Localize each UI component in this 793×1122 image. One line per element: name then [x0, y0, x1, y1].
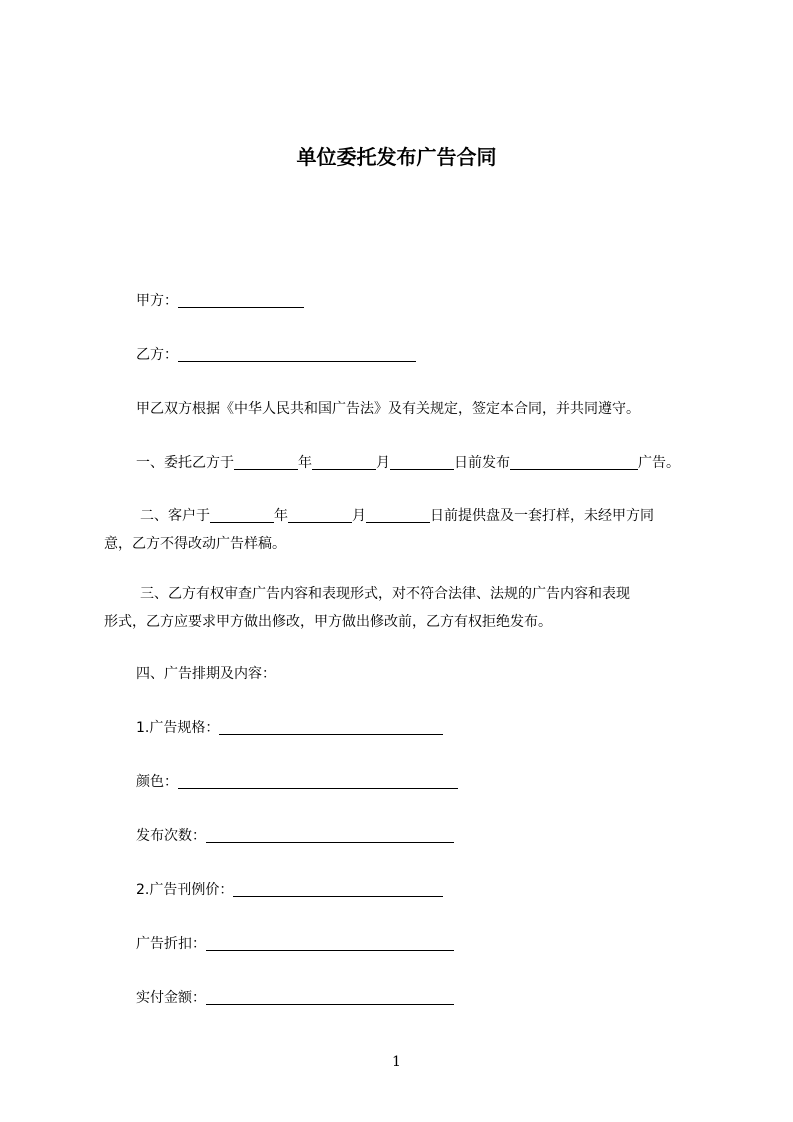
clause-2-year-blank[interactable] [210, 506, 274, 523]
clause-1-day-blank[interactable] [390, 453, 454, 470]
field-spec [136, 714, 746, 742]
clause-2-day-text: 日前提供盘及一套打样，未经甲方同 [430, 508, 654, 524]
preamble: 甲乙双方根据《中华人民共和国广告法》及有关规定，签定本合同，并共同遵守。 [136, 401, 640, 417]
clause-1-year-blank[interactable] [234, 453, 298, 470]
clause-2-month: 月 [352, 508, 366, 524]
party-b-label: 乙方： [136, 347, 178, 363]
clause-4-heading: 四、广告排期及内容： [136, 666, 276, 682]
field-list-price [136, 876, 746, 904]
field-frequency-blank[interactable] [206, 826, 454, 843]
field-discount-blank[interactable] [206, 934, 454, 951]
party-b-line [136, 341, 746, 369]
clause-1-month: 月 [376, 455, 390, 471]
field-actual-amount-blank[interactable] [206, 988, 454, 1005]
page-number: 1 [392, 1054, 401, 1070]
clause-1-year: 年 [298, 455, 312, 471]
field-color [136, 768, 746, 796]
clause-2-day-blank[interactable] [366, 506, 430, 523]
clause-3-line-2: 形式，乙方应要求甲方做出修改，甲方做出修改前，乙方有权拒绝发布。 [104, 614, 552, 630]
party-b-blank[interactable] [178, 345, 416, 362]
clause-2-prefix: 二、客户于 [140, 508, 210, 524]
field-frequency [136, 822, 746, 850]
field-color-blank[interactable] [178, 772, 458, 789]
clause-1-prefix: 一、委托乙方于 [136, 455, 234, 471]
clause-1-month-blank[interactable] [312, 453, 376, 470]
clause-2-line-2: 意，乙方不得改动广告样稿。 [104, 536, 286, 552]
clause-1-suffix: 广告。 [638, 455, 680, 471]
party-a-label: 甲方： [136, 293, 178, 309]
clause-2-month-blank[interactable] [288, 506, 352, 523]
field-list-price-blank[interactable] [233, 880, 443, 897]
clause-3-line-1: 三、乙方有权审查广告内容和表现形式，对不符合法律、法规的广告内容和表现 [140, 586, 630, 602]
clause-1-ad-blank[interactable] [510, 453, 638, 470]
field-spec-blank[interactable] [219, 718, 443, 735]
party-a-blank[interactable] [178, 291, 304, 308]
field-actual-amount [136, 984, 746, 1012]
clause-1 [136, 449, 746, 477]
document-title: 单位委托发布广告合同 [296, 145, 497, 169]
field-color-label: 颜色： [136, 774, 178, 790]
field-frequency-label: 发布次数： [136, 828, 206, 844]
field-discount-label: 广告折扣： [136, 936, 206, 952]
clause-2-year: 年 [274, 508, 288, 524]
field-discount [136, 930, 746, 958]
clause-2-line-1 [140, 502, 750, 530]
clause-1-day-text: 日前发布 [454, 455, 510, 471]
field-actual-amount-label: 实付金额： [136, 990, 206, 1006]
party-a-line [136, 287, 746, 315]
field-spec-label: 1.广告规格： [136, 720, 220, 736]
field-list-price-label: 2.广告刊例价： [136, 882, 234, 898]
